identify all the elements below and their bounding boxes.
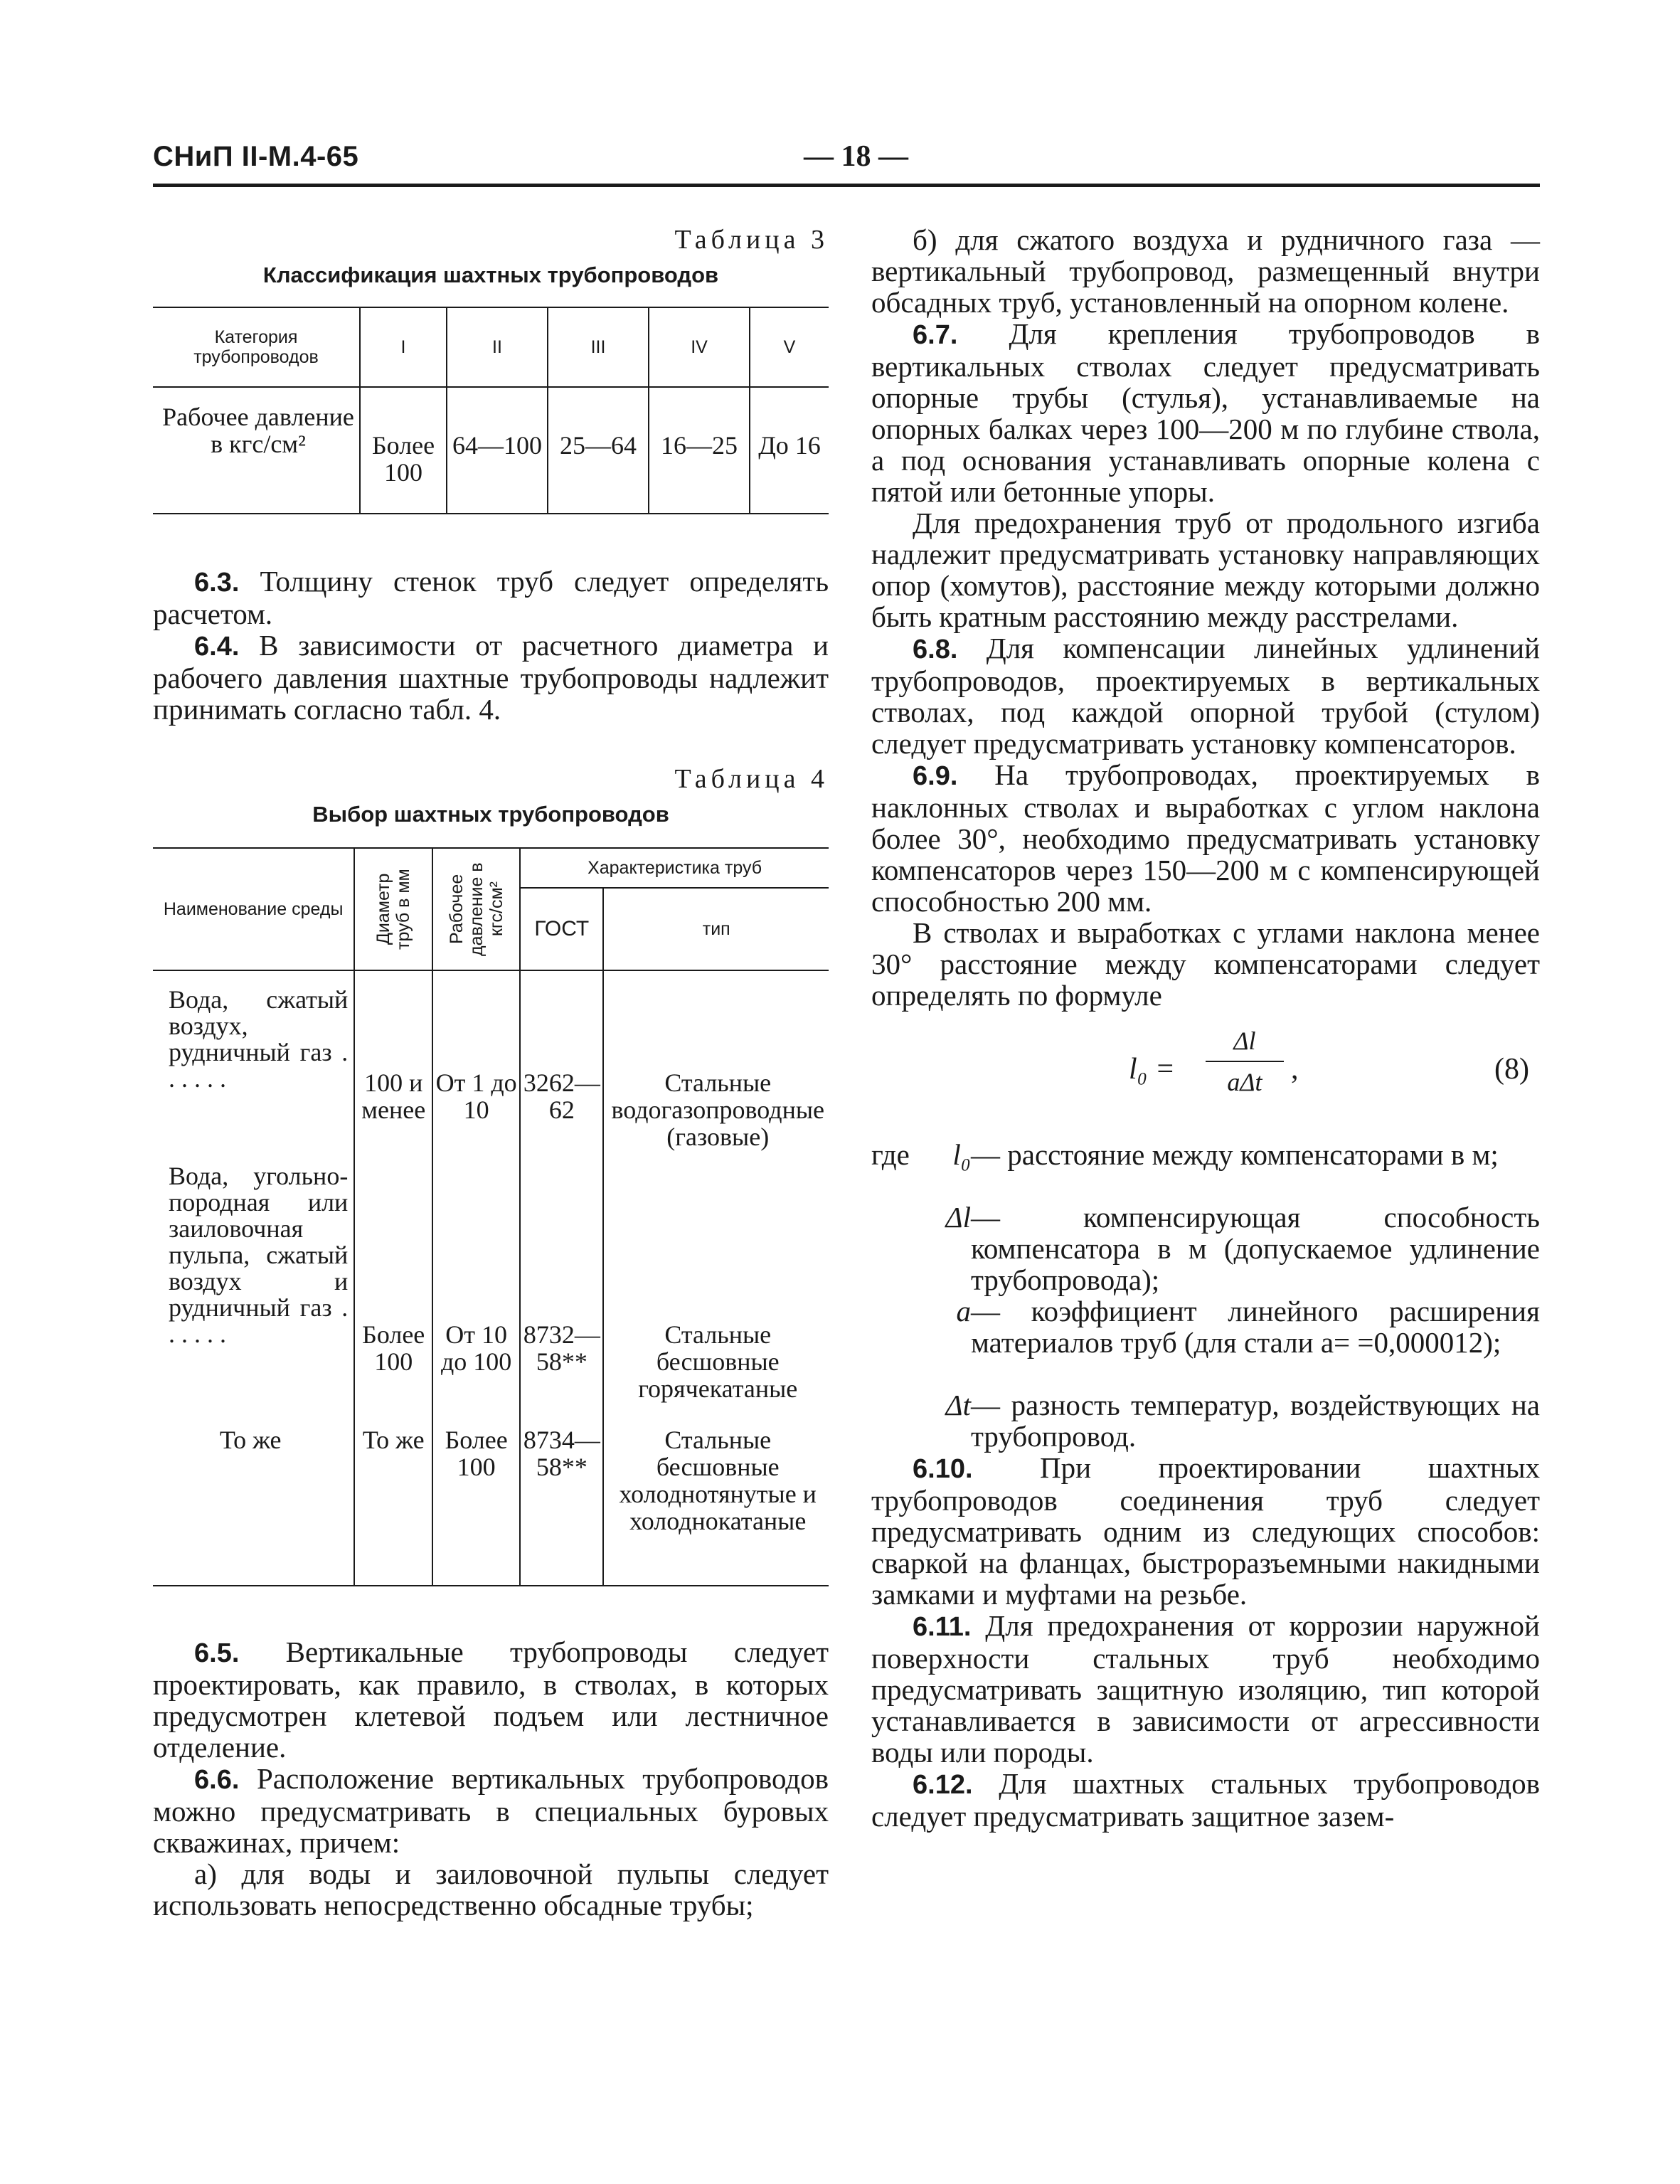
table4-h-gost: ГОСТ	[520, 888, 603, 970]
table3-row-label: Рабочее давление в кгс/см²	[153, 387, 360, 514]
table3-value: 64—100	[447, 387, 548, 514]
definition-text: — разность температур, воздействующих на трубопровод.	[971, 1389, 1540, 1453]
clause-number: 6.3.	[194, 568, 240, 598]
clause-number: 6.7.	[913, 320, 958, 350]
table4-h-pressure: Рабочее давление в кгс/см²	[446, 862, 506, 956]
clause-text: Для крепления трубопроводов в вертикальных стволах следует предусматривать опорные трубы (стулья), устанавливаемые на опорных балках через 100—200 м по глубине ствола, а под основания устанавливать опорные колена с пятой или бетонные упоры.	[871, 317, 1540, 508]
table4-type: Стальные бесшовные холоднотянутые и холоднокатаные	[603, 1402, 829, 1586]
table4-diameter: Более 100	[354, 1150, 432, 1402]
page-number: — 18 —	[804, 140, 908, 173]
definition-symbol: Δl	[945, 1201, 971, 1234]
paragraph-6-7b: Для предохранения труб от продольного изгиба надлежит предусматривать установку направляющих опор (хомутов), расстояние между которыми должно быть кратным расстоянию между расстрелами.	[871, 507, 1540, 633]
paragraph-6-10	[871, 1452, 1540, 1610]
definition-text: — коэффициент линейного расширения материалов труб (для стали a= =0,000012);	[971, 1295, 1540, 1359]
table4-title: Выбор шахтных трубопроводов	[312, 802, 669, 827]
table3-category: II	[447, 307, 548, 387]
paragraph-6-9	[871, 759, 1540, 917]
table4-medium: Вода, сжатый воздух, рудничный газ . . . . . .	[153, 970, 354, 1150]
formula-comma: ,	[1291, 1053, 1299, 1086]
definition-symbol: Δt	[945, 1389, 971, 1421]
header-rule	[153, 184, 1540, 187]
table4-gost: 8734—58**	[520, 1402, 603, 1586]
table4-diameter: То же	[354, 1402, 432, 1586]
table4-type: Стальные бесшовные горячекатаные	[603, 1150, 829, 1402]
table-row	[153, 1150, 829, 1402]
where-word: где	[871, 1138, 910, 1171]
formula-denominator: aΔt	[1227, 1068, 1262, 1096]
table3-category: IV	[649, 307, 750, 387]
clause-text: В зависимости от расчетного диаметра и рабочего давления шахтные трубопроводы надлежит принимать согласно табл. 4.	[153, 629, 829, 726]
table3-value: 25—64	[548, 387, 649, 514]
paragraph-6-12	[871, 1768, 1540, 1832]
table3-value: Более 100	[360, 387, 447, 514]
right-column	[871, 224, 1540, 1832]
clause-text: Для компенсации линейных удлинений трубопроводов, проектируемых в вертикальных стволах, под каждой опорной трубой (стулом) следует предусматривать установку компенсаторов.	[871, 632, 1541, 760]
paragraph-6-7	[871, 318, 1540, 507]
clause-text: Расположение вертикальных трубопроводов можно предусматривать в специальных буровых скважинах, причем:	[153, 1762, 829, 1859]
clause-number: 6.11.	[913, 1612, 972, 1642]
table4-pressure: Более 100	[432, 1402, 520, 1586]
table-row	[153, 848, 829, 888]
table3-category: III	[548, 307, 649, 387]
clause-text: Вертикальные трубопроводы следует проектировать, как правило, в стволах, в которых предусмотрен клетевой подъем или лестничное отделение.	[153, 1636, 829, 1764]
definition-symbol: a	[956, 1295, 971, 1327]
definition-text: — компенсирующая способность компенсатора в м (допускаемое удлинение трубопровода);	[971, 1201, 1540, 1296]
fraction-bar	[1206, 1061, 1284, 1062]
table3-category: V	[750, 307, 829, 387]
clause-text: Для шахтных стальных трубопроводов следует предусматривать защитное зазем-	[871, 1767, 1541, 1833]
table4-h-diameter-cell	[354, 848, 432, 970]
table4-pressure: От 1 до 10	[432, 970, 520, 1150]
paragraph-6-4	[153, 630, 829, 725]
table4-h-diameter: Диаметр труб в мм	[373, 869, 414, 950]
paragraph-6-5	[153, 1636, 829, 1763]
definitions-list	[871, 1139, 1540, 1452]
table3-value: 16—25	[649, 387, 750, 514]
document-code: СНиП II-М.4-65	[153, 141, 359, 172]
table3-caption: Таблица 3	[674, 225, 829, 255]
clause-number: 6.5.	[194, 1638, 240, 1668]
table3	[153, 307, 829, 514]
paragraph-6-6	[153, 1763, 829, 1858]
formula-numerator: Δl	[1233, 1027, 1256, 1055]
table4	[153, 847, 829, 1586]
table4-medium: Вода, угольно-породная или заиловочная пульпа, сжатый воздух и рудничный газ . . . . . .	[153, 1150, 354, 1402]
table4-h-characteristic: Характеристика труб	[520, 848, 829, 888]
table4-medium: То же	[153, 1402, 354, 1586]
table3-category: I	[360, 307, 447, 387]
table3-col-header: Категория трубопроводов	[153, 307, 360, 387]
clause-number: 6.10.	[913, 1454, 973, 1484]
table4-pressure: От 10 до 100	[432, 1150, 520, 1402]
table4-gost: 3262—62	[520, 970, 603, 1150]
paragraph-6-3	[153, 566, 829, 630]
clause-text: На трубопроводах, проектируемых в наклонных стволах и выработках с углом наклона более 30°, необходимо предусматривать установку компенсаторов через 150—200 м с компенсирующей способностью 200 мм.	[871, 758, 1540, 918]
table4-caption: Таблица 4	[674, 764, 829, 794]
paragraph-6-9b: В стволах и выработках с углами наклона менее 30° расстояние между компенсаторами следует определять по формуле	[871, 916, 1540, 1012]
clause-text: Для предохранения от коррозии наружной поверхности стальных труб необходимо предусматривать защитную изоляцию, тип которой устанавливается в зависимости от агрессивности воды или породы.	[871, 1609, 1540, 1769]
paragraph-6-8	[871, 632, 1540, 759]
table-row	[153, 970, 829, 1150]
paragraph-6-6a: а) для воды и заиловочной пульпы следует использовать непосредственно обсадные трубы;	[153, 1857, 829, 1921]
clause-number: 6.12.	[913, 1770, 973, 1800]
table4-h-type: тип	[603, 888, 829, 970]
table-row	[153, 307, 829, 387]
table3-value: До 16	[750, 387, 829, 514]
table-row	[153, 387, 829, 514]
clause-number: 6.8.	[913, 635, 958, 664]
clause-number: 6.9.	[913, 761, 958, 791]
table4-h-pressure-cell	[432, 848, 520, 970]
table3-title: Классификация шахтных трубопроводов	[262, 263, 719, 287]
clause-number: 6.4.	[194, 632, 240, 662]
clause-text: При проектировании шахтных трубопроводов соединения труб следует предусматривать одним из следующих способов: сваркой на фланцах, быстроразъемными накидными замками и муфтами на резьбе.	[871, 1451, 1540, 1611]
formula-reference: (8)	[1494, 1053, 1529, 1086]
formula-lhs: l₀ =	[1129, 1053, 1176, 1086]
left-column	[153, 224, 829, 1921]
table4-diameter: 100 и менее	[354, 970, 432, 1150]
table4-h-medium: Наименование среды	[153, 848, 354, 970]
paragraph-6-11	[871, 1610, 1540, 1768]
paragraph-6-6b: б) для сжатого воздуха и рудничного газа — вертикальный трубопровод, размещенный внутри обсадных труб, установленный на опорном колене.	[871, 223, 1540, 319]
table-row	[153, 1402, 829, 1586]
definition-symbol: l₀	[952, 1138, 971, 1171]
definition-text: — расстояние между компенсаторами в м;	[971, 1138, 1499, 1171]
clause-number: 6.6.	[194, 1765, 240, 1795]
table4-type: Стальные водогазопроводные (газовые)	[603, 970, 829, 1150]
clause-text: Толщину стенок труб следует определять расчетом.	[153, 565, 829, 630]
formula-8	[871, 1011, 1540, 1132]
table4-gost: 8732—58**	[520, 1150, 603, 1402]
